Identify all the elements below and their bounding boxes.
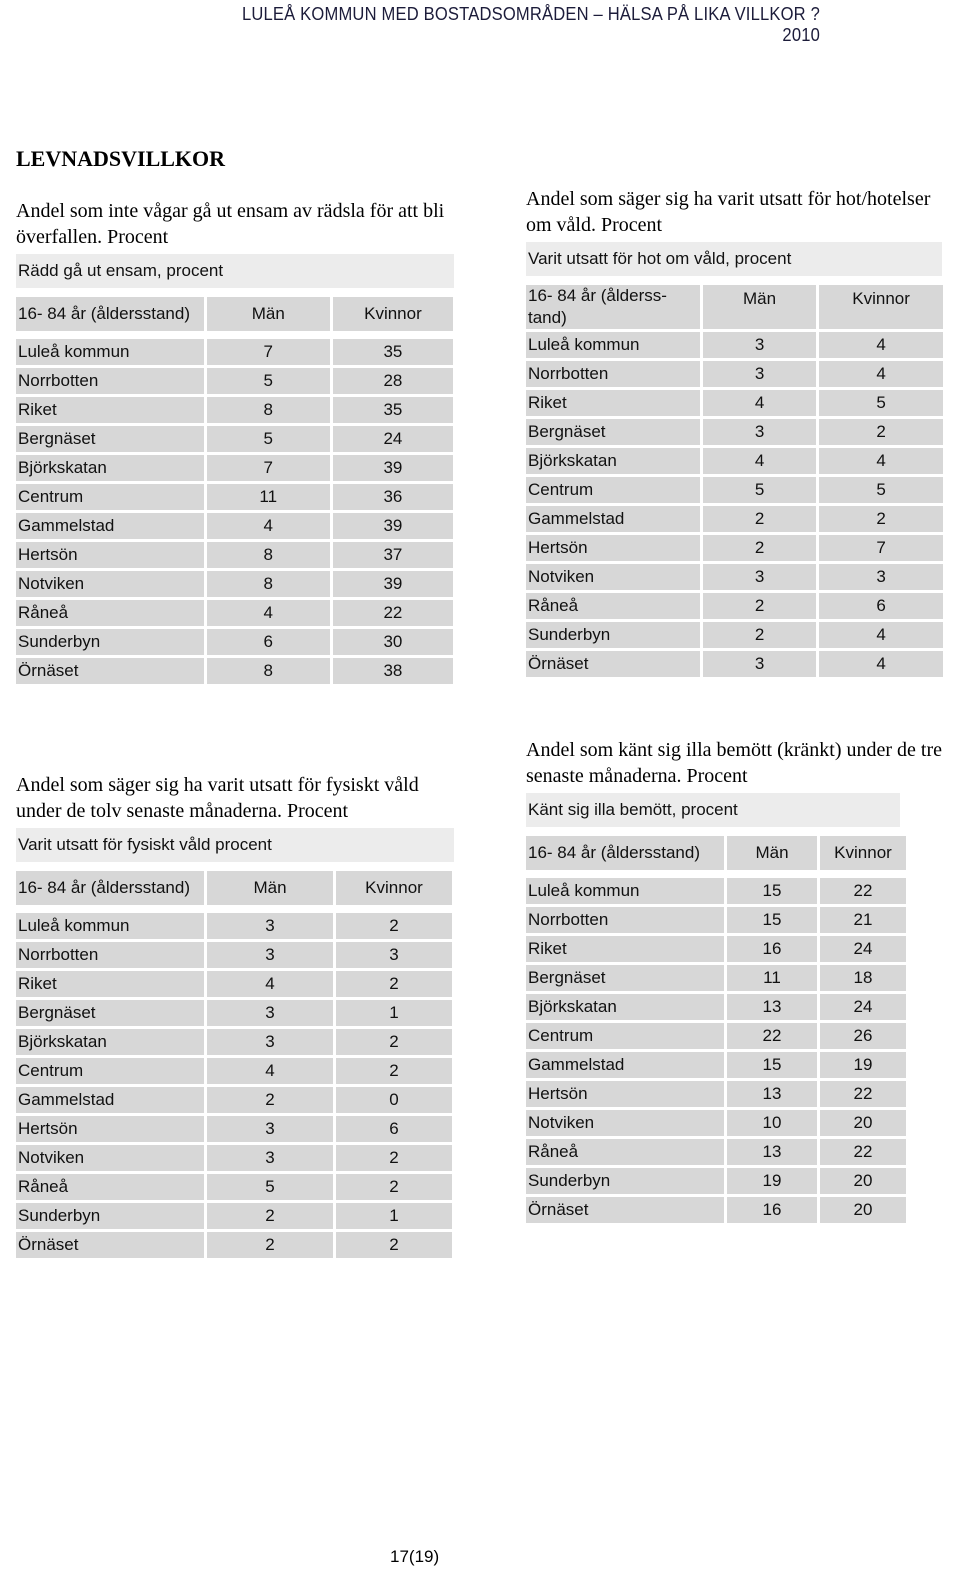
cell-kvinnor: 21 <box>820 907 906 933</box>
cell-man: 4 <box>207 600 330 626</box>
column-header-kvinnor: Kvinnor <box>820 836 906 870</box>
cell-kvinnor: 36 <box>333 484 453 510</box>
cell-area: Björkskatan <box>16 455 204 481</box>
cell-area: Råneå <box>526 593 700 619</box>
cell-area: Sunderbyn <box>16 629 204 655</box>
cell-man: 13 <box>727 1081 817 1107</box>
table-row <box>526 936 906 962</box>
table-row <box>16 1058 452 1084</box>
cell-area: Notviken <box>526 564 700 590</box>
cell-area: Riket <box>526 390 700 416</box>
table-block-fear-walking-alone <box>16 198 456 687</box>
cell-man: 2 <box>207 1232 333 1258</box>
cell-kvinnor: 2 <box>819 419 943 445</box>
table-row <box>16 913 452 939</box>
cell-man: 8 <box>207 542 330 568</box>
cell-area: Björkskatan <box>526 448 700 474</box>
table-row <box>526 994 906 1020</box>
cell-man: 5 <box>703 477 816 503</box>
cell-man: 5 <box>207 1174 333 1200</box>
table-block-physical-violence <box>16 772 456 1261</box>
table-row <box>16 600 453 626</box>
cell-area: Centrum <box>526 477 700 503</box>
cell-area: Sunderbyn <box>526 1168 724 1194</box>
cell-man: 15 <box>727 878 817 904</box>
cell-man: 16 <box>727 936 817 962</box>
table-caption: Andel som inte vågar gå ut ensam av rädsla för att bli överfallen. Procent <box>16 200 445 248</box>
cell-man: 13 <box>727 1139 817 1165</box>
table-header-row <box>526 836 906 870</box>
column-header-man: Män <box>207 871 333 905</box>
cell-area: Notviken <box>16 1145 204 1171</box>
table-row <box>16 513 453 539</box>
table-row <box>526 907 906 933</box>
table-header-row <box>16 871 452 905</box>
table-row <box>16 426 453 452</box>
cell-man: 3 <box>703 651 816 677</box>
column-header-man: Män <box>727 836 817 870</box>
cell-area: Bergnäset <box>526 419 700 445</box>
page-header: LULEÅ KOMMUN MED BOSTADSOMRÅDEN – HÄLSA PÅ LIKA VILLKOR ? 2010 <box>241 4 820 45</box>
cell-kvinnor: 22 <box>820 878 906 904</box>
table-row <box>16 1145 452 1171</box>
table-row <box>16 339 453 365</box>
column-header-kvinnor: Kvinnor <box>819 285 943 329</box>
cell-area: Gammelstad <box>16 1087 204 1113</box>
cell-area: Örnäset <box>16 1232 204 1258</box>
cell-kvinnor: 4 <box>819 332 943 358</box>
table-row <box>16 1116 452 1142</box>
column-header-group: 16- 84 år (ålderss-tand) <box>526 285 700 329</box>
cell-area: Luleå kommun <box>16 913 204 939</box>
table-subtitle: Varit utsatt för hot om våld, procent <box>526 242 942 276</box>
table-row <box>526 1081 906 1107</box>
data-table <box>523 833 909 1226</box>
cell-man: 3 <box>703 332 816 358</box>
table-row <box>16 484 453 510</box>
data-table <box>13 294 456 687</box>
cell-area: Bergnäset <box>16 1000 204 1026</box>
table-row <box>16 1174 452 1200</box>
cell-area: Luleå kommun <box>526 332 700 358</box>
table-row <box>526 593 943 619</box>
table-row <box>16 1087 452 1113</box>
cell-man: 19 <box>727 1168 817 1194</box>
cell-kvinnor: 22 <box>333 600 453 626</box>
cell-man: 4 <box>207 1058 333 1084</box>
cell-man: 2 <box>703 622 816 648</box>
cell-area: Centrum <box>16 1058 204 1084</box>
cell-kvinnor: 24 <box>333 426 453 452</box>
cell-kvinnor: 24 <box>820 936 906 962</box>
cell-kvinnor: 2 <box>336 971 452 997</box>
column-header-group: 16- 84 år (åldersstand) <box>16 297 204 331</box>
table-row <box>16 1203 452 1229</box>
cell-area: Norrbotten <box>16 942 204 968</box>
column-header-kvinnor: Kvinnor <box>333 297 453 331</box>
cell-kvinnor: 22 <box>820 1139 906 1165</box>
cell-kvinnor: 39 <box>333 513 453 539</box>
cell-area: Norrbotten <box>16 368 204 394</box>
cell-man: 2 <box>703 593 816 619</box>
cell-kvinnor: 19 <box>820 1052 906 1078</box>
cell-man: 5 <box>207 426 330 452</box>
cell-man: 8 <box>207 397 330 423</box>
cell-kvinnor: 18 <box>820 965 906 991</box>
cell-area: Björkskatan <box>16 1029 204 1055</box>
cell-man: 3 <box>703 564 816 590</box>
cell-man: 22 <box>727 1023 817 1049</box>
cell-kvinnor: 4 <box>819 651 943 677</box>
cell-kvinnor: 5 <box>819 390 943 416</box>
cell-area: Centrum <box>526 1023 724 1049</box>
cell-kvinnor: 2 <box>819 506 943 532</box>
cell-kvinnor: 2 <box>336 1058 452 1084</box>
table-row <box>526 535 943 561</box>
cell-area: Råneå <box>526 1139 724 1165</box>
table-caption: Andel som känt sig illa bemött (kränkt) under de tre senaste månaderna. Procent <box>526 739 943 787</box>
cell-kvinnor: 2 <box>336 1174 452 1200</box>
column-header-group: 16- 84 år (åldersstand) <box>16 871 204 905</box>
table-row <box>526 419 943 445</box>
table-row <box>526 651 943 677</box>
cell-area: Hertsön <box>526 535 700 561</box>
table-block-mistreated <box>526 737 950 1226</box>
cell-man: 3 <box>207 942 333 968</box>
table-row <box>526 1052 906 1078</box>
cell-man: 2 <box>703 535 816 561</box>
cell-kvinnor: 30 <box>333 629 453 655</box>
table-caption: Andel som säger sig ha varit utsatt för fysiskt våld under de tolv senaste månaderna. Procent <box>16 774 419 822</box>
cell-man: 8 <box>207 571 330 597</box>
cell-kvinnor: 35 <box>333 397 453 423</box>
section-heading: LEVNADSVILLKOR <box>16 146 226 171</box>
table-row <box>526 622 943 648</box>
cell-man: 13 <box>727 994 817 1020</box>
cell-man: 4 <box>207 513 330 539</box>
cell-man: 4 <box>703 390 816 416</box>
cell-area: Bergnäset <box>526 965 724 991</box>
cell-man: 8 <box>207 658 330 684</box>
cell-area: Gammelstad <box>526 1052 724 1078</box>
table-row <box>526 361 943 387</box>
table-header-row <box>526 285 943 329</box>
cell-kvinnor: 28 <box>333 368 453 394</box>
table-row <box>526 1197 906 1223</box>
table-row <box>16 455 453 481</box>
cell-kvinnor: 1 <box>336 1203 452 1229</box>
cell-man: 3 <box>207 1116 333 1142</box>
table-subtitle: Varit utsatt för fysiskt våld procent <box>16 828 454 862</box>
table-subtitle: Känt sig illa bemött, procent <box>526 793 900 827</box>
table-row <box>526 1139 906 1165</box>
column-header-group: 16- 84 år (åldersstand) <box>526 836 724 870</box>
table-row <box>526 506 943 532</box>
cell-kvinnor: 39 <box>333 455 453 481</box>
table-subtitle: Rädd gå ut ensam, procent <box>16 254 454 288</box>
cell-man: 3 <box>207 1145 333 1171</box>
cell-area: Riket <box>16 397 204 423</box>
column-header-kvinnor: Kvinnor <box>336 871 452 905</box>
cell-man: 3 <box>703 361 816 387</box>
cell-kvinnor: 2 <box>336 913 452 939</box>
cell-area: Riket <box>526 936 724 962</box>
table-row <box>526 448 943 474</box>
cell-man: 15 <box>727 907 817 933</box>
cell-man: 5 <box>207 368 330 394</box>
cell-man: 2 <box>207 1087 333 1113</box>
cell-kvinnor: 5 <box>819 477 943 503</box>
cell-kvinnor: 0 <box>336 1087 452 1113</box>
cell-man: 2 <box>703 506 816 532</box>
cell-kvinnor: 4 <box>819 622 943 648</box>
cell-area: Luleå kommun <box>526 878 724 904</box>
cell-area: Råneå <box>16 1174 204 1200</box>
cell-man: 3 <box>207 913 333 939</box>
table-header-row <box>16 297 453 331</box>
table-caption: Andel som säger sig ha varit utsatt för hot/hotelser om våld. Procent <box>526 188 931 236</box>
cell-man: 10 <box>727 1110 817 1136</box>
cell-kvinnor: 39 <box>333 571 453 597</box>
cell-kvinnor: 3 <box>819 564 943 590</box>
data-table <box>523 282 946 680</box>
cell-man: 16 <box>727 1197 817 1223</box>
table-row <box>16 1000 452 1026</box>
column-header-man: Män <box>703 285 816 329</box>
data-table <box>13 868 455 1261</box>
cell-kvinnor: 4 <box>819 361 943 387</box>
cell-kvinnor: 20 <box>820 1168 906 1194</box>
cell-area: Hertsön <box>526 1081 724 1107</box>
cell-man: 4 <box>703 448 816 474</box>
table-block-threat-of-violence <box>526 186 946 680</box>
table-row <box>16 542 453 568</box>
table-row <box>16 658 453 684</box>
cell-area: Hertsön <box>16 542 204 568</box>
table-row <box>16 571 453 597</box>
cell-kvinnor: 3 <box>336 942 452 968</box>
table-row <box>526 878 906 904</box>
cell-kvinnor: 38 <box>333 658 453 684</box>
cell-area: Björkskatan <box>526 994 724 1020</box>
cell-area: Luleå kommun <box>16 339 204 365</box>
cell-kvinnor: 26 <box>820 1023 906 1049</box>
cell-area: Sunderbyn <box>526 622 700 648</box>
table-row <box>526 564 943 590</box>
cell-area: Riket <box>16 971 204 997</box>
cell-area: Norrbotten <box>526 907 724 933</box>
table-row <box>526 1110 906 1136</box>
cell-area: Hertsön <box>16 1116 204 1142</box>
table-row <box>16 368 453 394</box>
cell-kvinnor: 24 <box>820 994 906 1020</box>
cell-area: Örnäset <box>526 651 700 677</box>
cell-man: 3 <box>703 419 816 445</box>
cell-man: 7 <box>207 455 330 481</box>
cell-kvinnor: 6 <box>819 593 943 619</box>
cell-area: Gammelstad <box>16 513 204 539</box>
table-row <box>16 629 453 655</box>
table-row <box>16 971 452 997</box>
table-row <box>16 397 453 423</box>
cell-man: 15 <box>727 1052 817 1078</box>
cell-man: 3 <box>207 1000 333 1026</box>
table-row <box>526 1023 906 1049</box>
cell-area: Notviken <box>526 1110 724 1136</box>
cell-man: 6 <box>207 629 330 655</box>
cell-man: 2 <box>207 1203 333 1229</box>
cell-man: 3 <box>207 1029 333 1055</box>
table-row <box>526 332 943 358</box>
table-row <box>16 1029 452 1055</box>
cell-man: 11 <box>207 484 330 510</box>
cell-area: Örnäset <box>526 1197 724 1223</box>
cell-kvinnor: 37 <box>333 542 453 568</box>
cell-area: Örnäset <box>16 658 204 684</box>
cell-kvinnor: 22 <box>820 1081 906 1107</box>
cell-area: Notviken <box>16 571 204 597</box>
column-header-man: Män <box>207 297 330 331</box>
cell-kvinnor: 2 <box>336 1145 452 1171</box>
cell-area: Gammelstad <box>526 506 700 532</box>
cell-kvinnor: 1 <box>336 1000 452 1026</box>
cell-man: 4 <box>207 971 333 997</box>
cell-kvinnor: 2 <box>336 1232 452 1258</box>
cell-man: 11 <box>727 965 817 991</box>
cell-kvinnor: 6 <box>336 1116 452 1142</box>
table-row <box>16 1232 452 1258</box>
cell-kvinnor: 4 <box>819 448 943 474</box>
table-row <box>16 942 452 968</box>
cell-kvinnor: 20 <box>820 1197 906 1223</box>
cell-kvinnor: 2 <box>336 1029 452 1055</box>
cell-man: 7 <box>207 339 330 365</box>
cell-area: Bergnäset <box>16 426 204 452</box>
page-number: 17(19) <box>390 1547 440 1566</box>
cell-area: Sunderbyn <box>16 1203 204 1229</box>
table-row <box>526 1168 906 1194</box>
table-row <box>526 965 906 991</box>
cell-area: Norrbotten <box>526 361 700 387</box>
cell-kvinnor: 7 <box>819 535 943 561</box>
cell-area: Råneå <box>16 600 204 626</box>
cell-kvinnor: 35 <box>333 339 453 365</box>
table-row <box>526 390 943 416</box>
cell-area: Centrum <box>16 484 204 510</box>
cell-kvinnor: 20 <box>820 1110 906 1136</box>
table-row <box>526 477 943 503</box>
